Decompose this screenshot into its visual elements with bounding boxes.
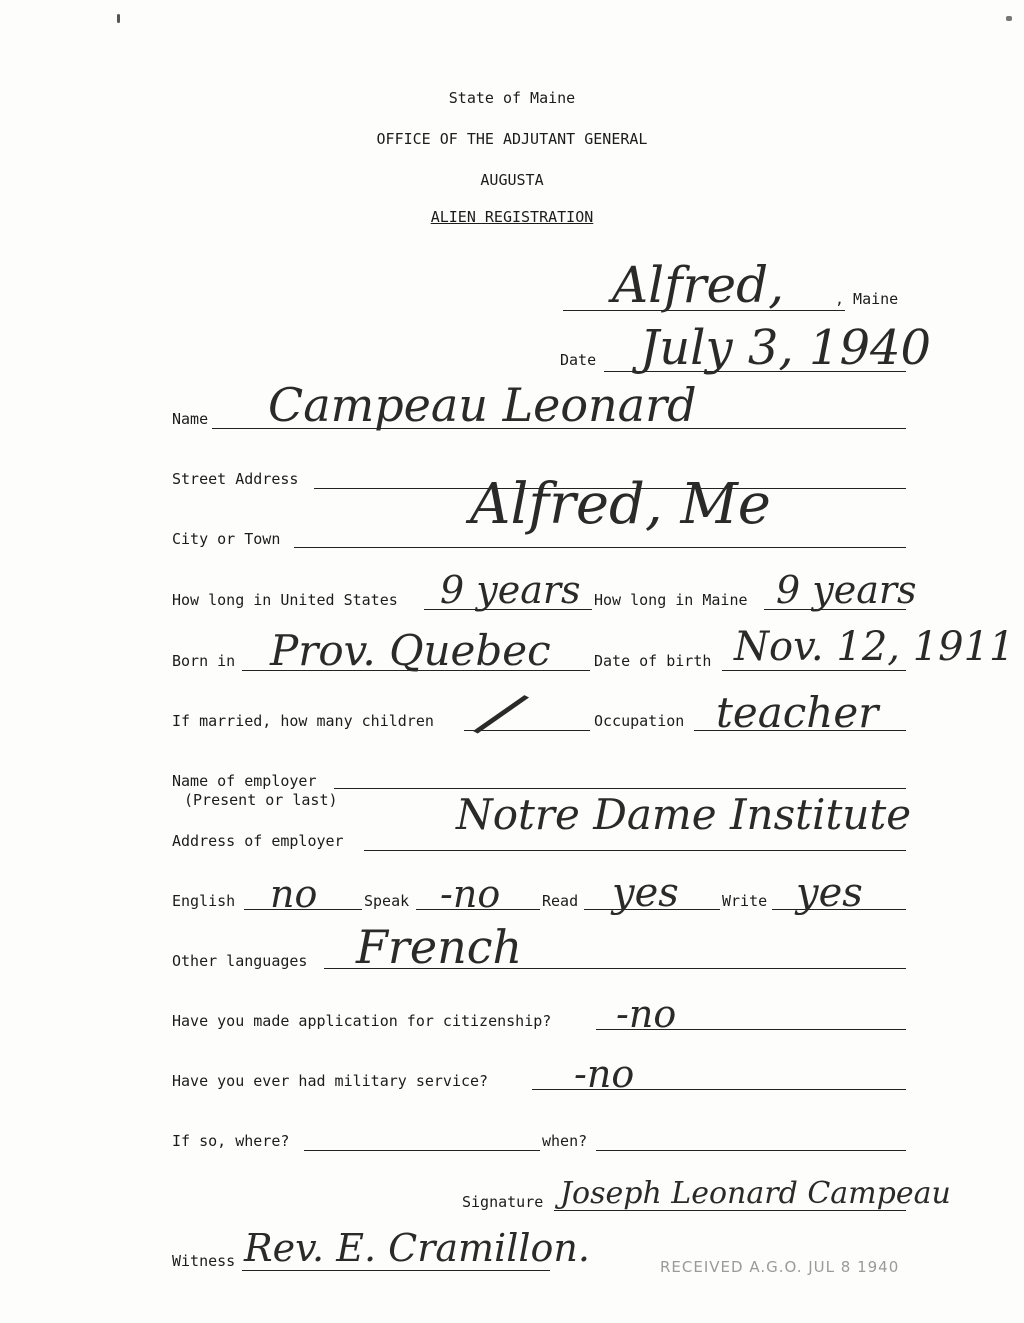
occupation-handwritten: teacher xyxy=(716,688,879,737)
read-label: Read xyxy=(542,892,579,910)
when-label: when? xyxy=(542,1132,588,1150)
other-languages-handwritten: French xyxy=(356,920,523,974)
children-handwritten: / xyxy=(472,673,531,754)
witness-line xyxy=(242,1270,550,1271)
read-handwritten: yes xyxy=(612,870,679,916)
received-stamp: RECEIVED A.G.O. JUL 8 1940 xyxy=(660,1258,900,1276)
witness-label: Witness xyxy=(172,1252,236,1270)
write-handwritten: yes xyxy=(796,870,863,916)
citizenship-handwritten: -no xyxy=(616,992,677,1036)
other-languages-label: Other languages xyxy=(172,952,308,970)
years-us-handwritten: 9 years xyxy=(440,568,581,612)
employer-address-label: Address of employer xyxy=(172,832,344,850)
employer-handwritten: Notre Dame Institute xyxy=(456,790,912,839)
speak-label: Speak xyxy=(364,892,410,910)
town-handwritten: Alfred, xyxy=(612,256,784,314)
military-handwritten: -no xyxy=(574,1052,635,1096)
city-line xyxy=(294,547,906,548)
office-heading: OFFICE OF THE ADJUTANT GENERAL xyxy=(376,130,648,148)
witness-handwritten: Rev. E. Cramillon. xyxy=(244,1226,590,1270)
speak-handwritten: -no xyxy=(440,872,501,916)
dob-line xyxy=(722,670,906,671)
when-line xyxy=(596,1150,906,1151)
born-in-label: Born in xyxy=(172,652,236,670)
where-line xyxy=(304,1150,540,1151)
state-heading: State of Maine xyxy=(448,89,576,107)
name-handwritten: Campeau Leonard xyxy=(268,378,697,432)
occupation-label: Occupation xyxy=(594,712,685,730)
dob-label: Date of birth xyxy=(594,652,712,670)
scan-speck xyxy=(117,14,120,23)
military-label: Have you ever had military service? xyxy=(172,1072,489,1090)
form-title: ALIEN REGISTRATION xyxy=(430,208,594,226)
english-label: English xyxy=(172,892,236,910)
signature-label: Signature xyxy=(462,1193,544,1211)
date-handwritten: July 3, 1940 xyxy=(640,320,932,376)
employer-line xyxy=(334,788,906,789)
scan-speck xyxy=(1006,16,1012,21)
dob-handwritten: Nov. 12, 1911 xyxy=(734,624,1015,670)
name-label: Name xyxy=(172,410,209,428)
born-in-handwritten: Prov. Quebec xyxy=(270,626,551,675)
years-maine-handwritten: 9 years xyxy=(776,568,917,612)
married-label: If married, how many children xyxy=(172,712,434,730)
town-suffix: , Maine xyxy=(835,290,899,308)
employer-sub-label: (Present or last) xyxy=(184,791,338,809)
city-heading: AUGUSTA xyxy=(480,171,544,189)
date-label: Date xyxy=(560,351,597,369)
citizenship-label: Have you made application for citizenship? xyxy=(172,1012,552,1030)
employer-label: Name of employer xyxy=(172,772,317,790)
address-handwritten: Alfred, Me xyxy=(470,472,771,537)
write-label: Write xyxy=(722,892,768,910)
english-handwritten: no xyxy=(270,872,318,916)
how-long-us-label: How long in United States xyxy=(172,591,398,609)
employer-address-line xyxy=(364,850,906,851)
city-label: City or Town xyxy=(172,530,281,548)
where-label: If so, where? xyxy=(172,1132,290,1150)
signature-handwritten: Joseph Leonard Campeau xyxy=(560,1176,951,1211)
how-long-maine-label: How long in Maine xyxy=(594,591,748,609)
street-address-label: Street Address xyxy=(172,470,299,488)
